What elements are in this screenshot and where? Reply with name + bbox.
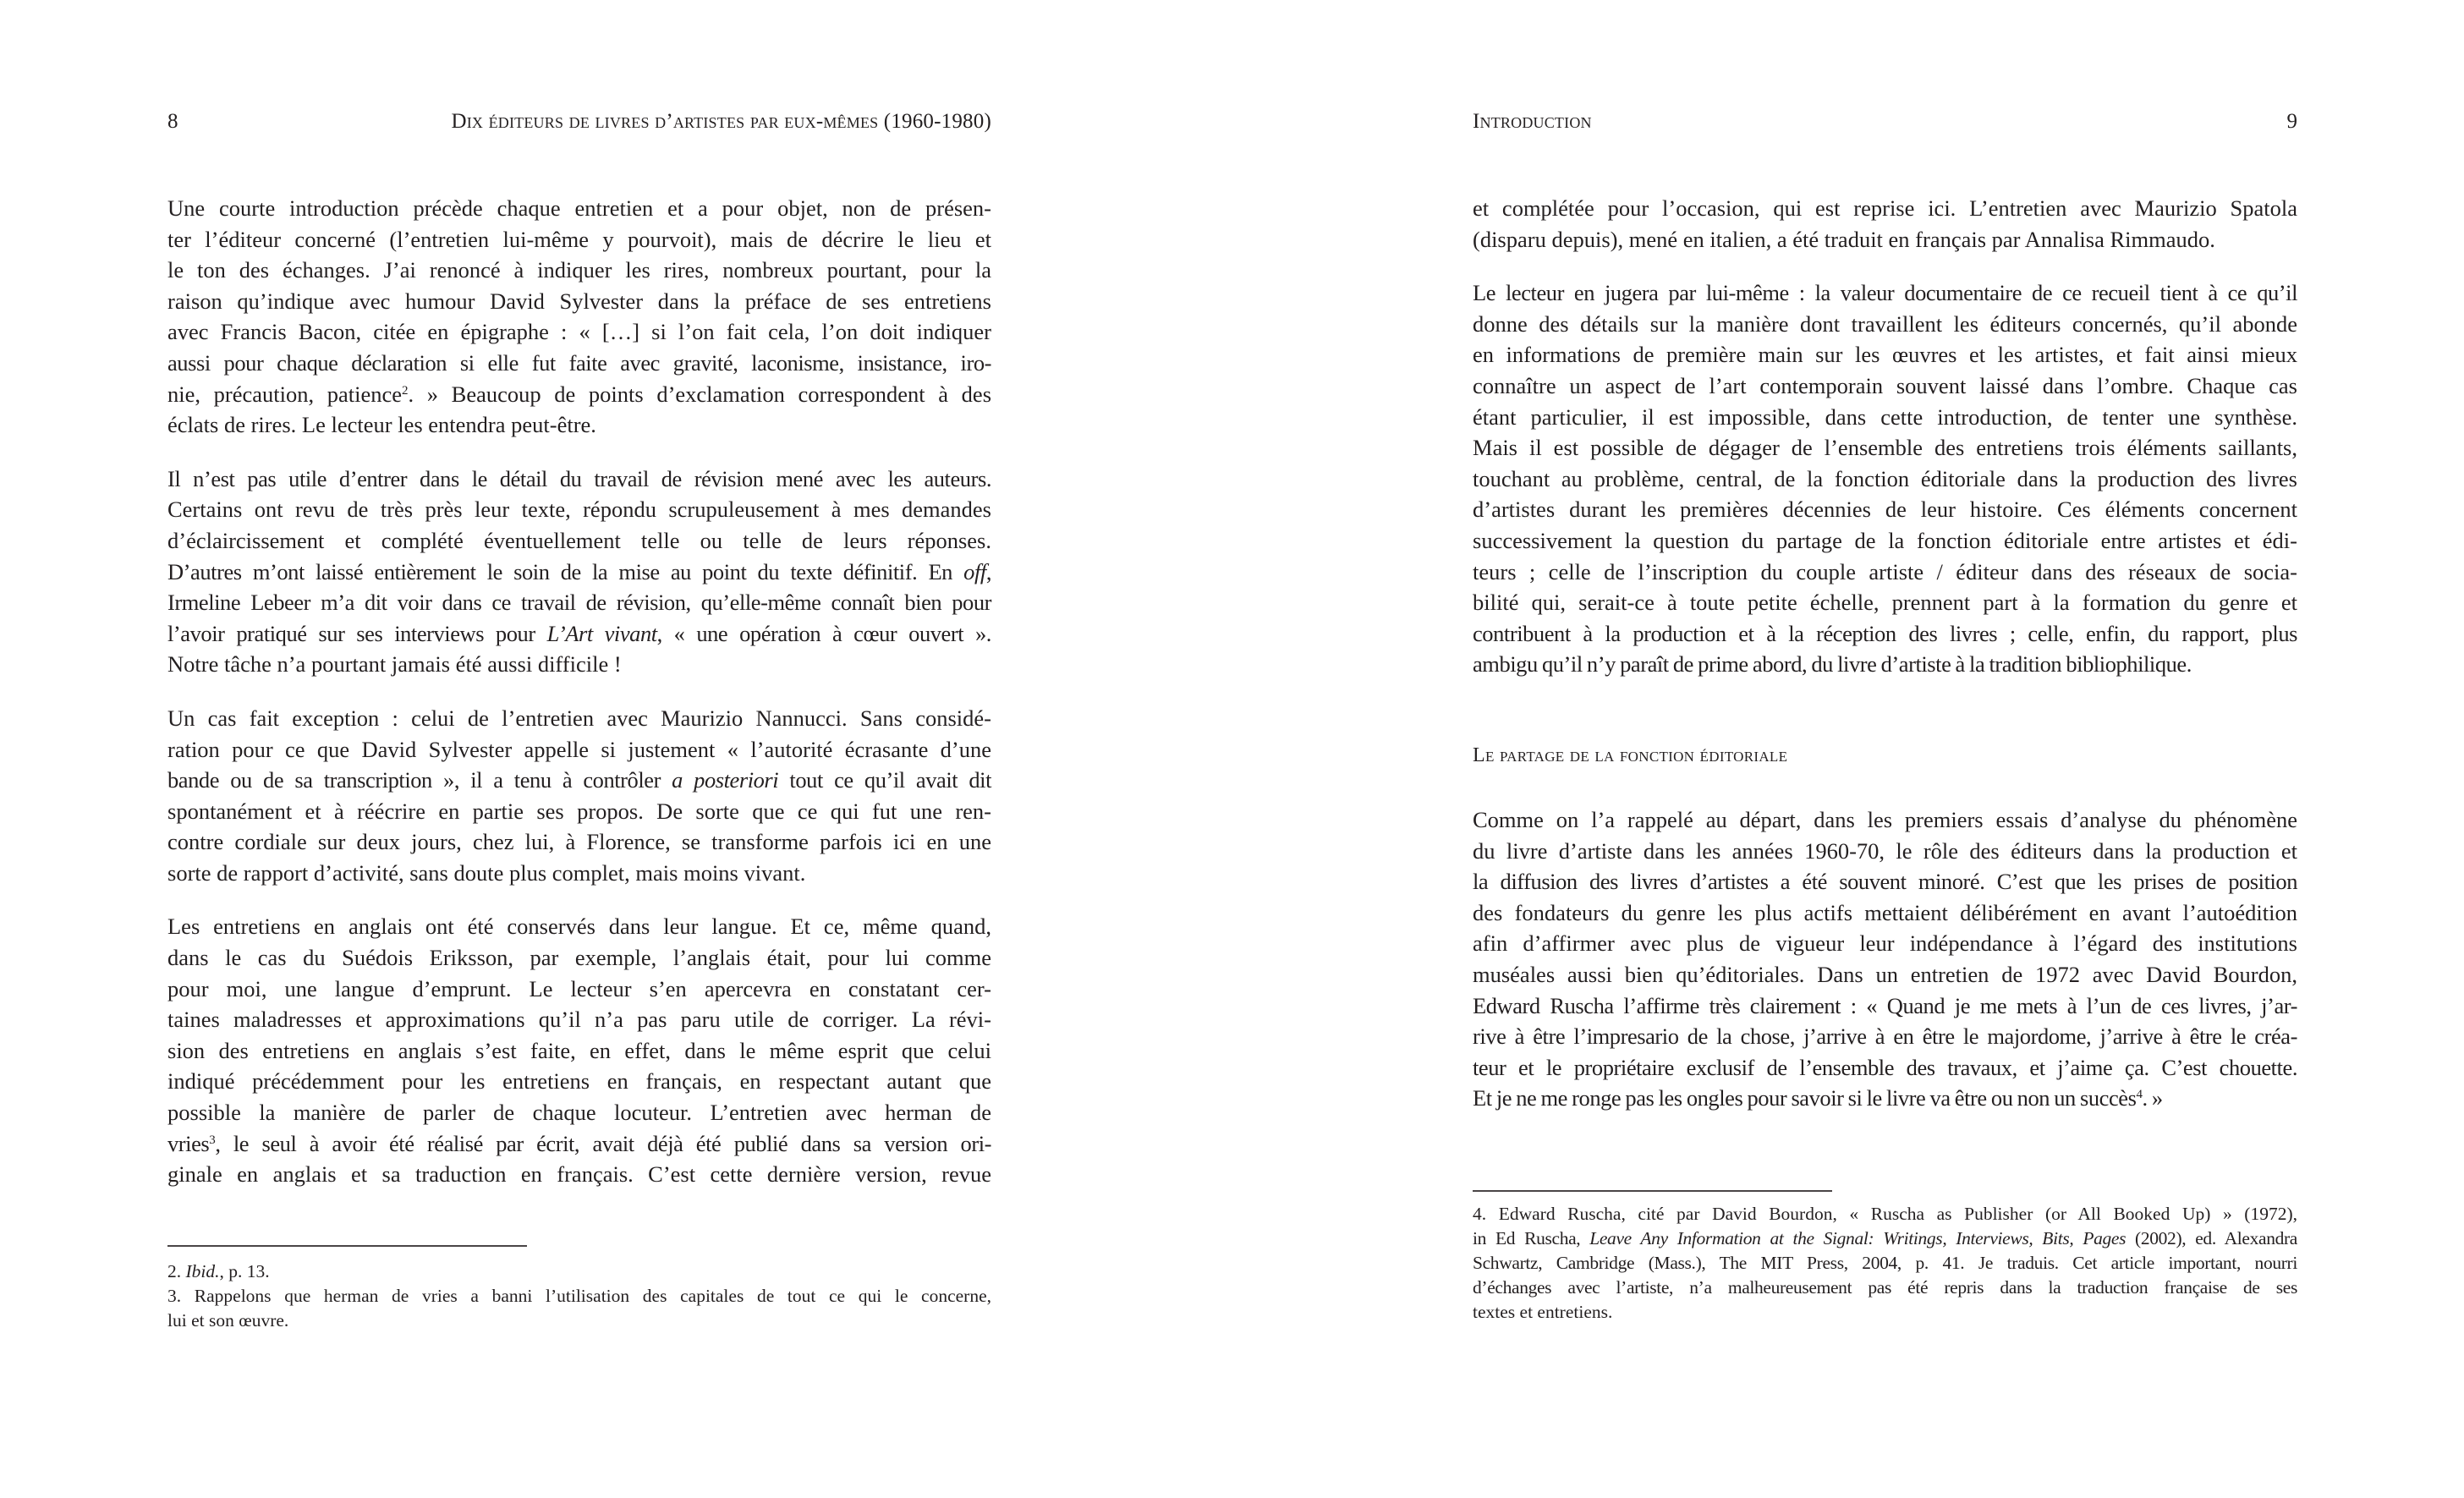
footnotes [1473,1202,2297,1325]
text-line: teurs ; celle de l’inscription du couple artiste / éditeur dans des réseaux de socia- [1473,558,2297,584]
text-line: Une courte introduction précède chaque entretien et a pour objet, non de présen- [167,195,991,221]
footnote-line: in Ed Ruscha, Leave Any Information at the Signal: Writings, Interviews, Bits, Pages (2002), ed. Alexandra [1473,1228,2297,1248]
page-number: 8 [167,110,178,133]
text-line: du livre d’artiste dans les années 1960-70, le rôle des éditeurs dans la production et [1473,837,2297,864]
running-head-left [167,107,991,136]
text-line: d’éclaircissement et complété éventuellement telle ou telle de leurs réponses. [167,527,991,553]
text-line: muséales aussi bien qu’éditoriales. Dans un entretien de 1972 avec David Bourdon, [1473,961,2297,987]
text-line: ration pour ce que David Sylvester appelle si justement « l’autorité écrasante d’une [167,736,991,762]
running-head-right [1473,107,2297,136]
text-line: vries$^3$, le seul à avoir été réalisé par écrit, avait déjà été publié dans sa version ori- [167,1130,991,1156]
text-line: contre cordiale sur deux jours, chez lui, à Florence, se transforme parfois ici en une [167,829,991,855]
text-line: dans le cas du Suédois Eriksson, par exemple, l’anglais était, pour lui comme [167,945,991,971]
page-number: 9 [2286,110,2297,133]
section-heading: Le partage de la fonction éditoriale [1473,744,1788,766]
text-line: possible la manière de parler de chaque locuteur. L’entretien avec herman de [167,1100,991,1126]
text-line: Les entretiens en anglais ont été conservés dans leur langue. Et ce, même quand, [167,914,991,940]
body-text [167,193,991,1213]
text-line: Comme on l’a rappelé au départ, dans les premiers essais d’analyse du phénomène [1473,807,2297,832]
footnotes [167,1259,991,1333]
chapter-title-running-head: Introduction [1473,110,1592,133]
text-line: touchant au problème, central, de la fonction éditoriale dans la production des livres [1473,465,2297,491]
text-line: ginale en anglais et sa traduction en français. C’est cette dernière version, revue [167,1161,991,1188]
footnote-separator [1473,1190,1832,1192]
body-text [1473,804,2297,1137]
text-line: sorte de rapport d’activité, sans doute plus complet, mais moins vivant. [167,859,806,886]
text-line: éclats de rires. Le lecteur les entendra peut-être. [167,412,596,438]
text-line: raison qu’indique avec humour David Sylvester dans la préface de ses entretiens [167,288,991,314]
italic-text: off [963,558,986,584]
footnote [167,1284,991,1333]
text-line: bande ou de sa transcription », il a tenu à contrôler a posteriori tout ce qu’il avait dit [167,767,991,793]
italic-text: L’Art vivant [546,620,657,646]
footnote [167,1259,991,1284]
text-line: taines maladresses et approximations qu’il n’a pas paru utile de corriger. La révi- [167,1007,991,1033]
paragraph [167,464,991,680]
footnote-line: 2. Ibid., p. 13. [167,1261,270,1281]
text-line: sion des entretiens en anglais s’est faite, en effet, dans le même esprit que celui [167,1037,991,1063]
text-line: bilité qui, serait-ce à toute petite échelle, prennent part à la formation du genre et [1473,590,2297,616]
footnote-line: 4. Edward Ruscha, cité par David Bourdon, « Ruscha as Publisher (or All Booked Up) » (1972), [1473,1204,2297,1224]
paragraph [1473,193,2297,255]
footnote-reference[interactable]: 2 [402,383,409,398]
text-line: l’avoir pratiqué sur ses interviews pour L’Art vivant, « une opération à cœur ouvert ». [167,620,991,646]
text-line: rive à être l’impresario de la chose, j’arrive à en être le majordome, j’arrive à être le créa- [1473,1023,2297,1050]
text-line: donne des détails sur la manière dont travaillent les éditeurs concernés, qu’il abonde [1473,310,2297,337]
text-line: d’artistes durant les premières décennies de leur histoire. Ces éléments concernent [1473,497,2297,523]
text-line: afin d’affirmer avec plus de vigueur leur indépendance à l’égard des institutions [1473,930,2297,957]
footnote-separator [167,1245,527,1247]
footnote-line: Schwartz, Cambridge (Mass.), The MIT Press, 2004, p. 41. Je traduis. Cet article important, nourri [1473,1253,2297,1273]
text-line: et complétée pour l’occasion, qui est reprise ici. L’entretien avec Maurizio Spatola [1473,195,2297,221]
text-line: Et je ne me ronge pas les ongles pour savoir si le livre va être ou non un succès$^4$. » [1473,1085,2163,1111]
text-line: spontanément et à réécrire en partie ses propos. De sorte que ce qui fut une ren- [167,798,991,824]
footnote-line: textes et entretiens. [1473,1302,1613,1322]
text-line: Un cas fait exception : celui de l’entretien avec Maurizio Nannucci. Sans considé- [167,705,991,731]
italic-text: Leave Any Information at the Signal: Writings, Interviews, Bits, Pages [1589,1228,2127,1248]
footnote-reference[interactable]: 4 [2136,1088,2143,1102]
italic-text: a posteriori [672,767,779,793]
paragraph [1473,804,2297,1114]
text-line: Edward Ruscha l’affirme très clairement : « Quand je me mets à l’un de ces livres, j’ar- [1473,992,2297,1018]
text-line: des fondateurs du genre les plus actifs mettaient délibérément en avant l’autoédition [1473,899,2297,925]
text-line: (disparu depuis), mené en italien, a été traduit en français par Annalisa Rimmaudo. [1473,226,2215,252]
text-line: ter l’éditeur concerné (l’entretien lui-même y pourvoit), mais de décrire le lieu et [167,226,991,252]
italic-text: Ibid. [185,1261,220,1281]
paragraph [167,703,991,889]
book-title-running-head: Dix éditeurs de livres d’artistes par eux-mêmes (1960-1980) [451,110,991,133]
footnote-line: lui et son œuvre. [167,1310,289,1331]
text-line: ambigu qu’il n’y paraît de prime abord, du livre d’artiste à la tradition bibliophilique. [1473,651,2192,678]
paragraph [1473,277,2297,680]
footnote [1473,1202,2297,1325]
paragraph [167,193,991,441]
body-text [1473,193,2297,703]
text-line: Le lecteur en jugera par lui-même : la valeur documentaire de ce recueil tient à ce qu’il [1473,280,2297,306]
text-line: Irmeline Lebeer m’a dit voir dans ce travail de révision, qu’elle-même connaît bien pour [167,590,991,616]
text-line: connaître un aspect de l’art contemporain souvent laissé dans l’ombre. Chaque cas [1473,372,2297,398]
text-line: en informations de première main sur les œuvres et les artistes, et fait ainsi mieux [1473,342,2297,368]
footnote-line: 3. Rappelons que herman de vries a banni l’utilisation des capitales de tout ce qui le concerne, [167,1286,991,1306]
footnote-line: d’échanges avec l’artiste, n’a malheureusement pas été repris dans la traduction française de ses [1473,1277,2297,1298]
text-line: teur et le propriétaire exclusif de l’ensemble des travaux, et j’aime ça. C’est chouette. [1473,1054,2297,1080]
text-line: successivement la question du partage de la fonction éditoriale entre artistes et édi- [1473,527,2297,553]
text-line: indiqué précédemment pour les entretiens en français, en respectant autant que [167,1068,991,1095]
text-line: Notre tâche n’a pourtant jamais été aussi difficile ! [167,651,622,678]
text-line: Mais il est possible de dégager de l’ensemble des entretiens trois éléments saillants, [1473,435,2297,461]
text-line: le ton des échanges. J’ai renoncé à indiquer les rires, nombreux pourtant, pour la [167,257,991,283]
text-line: nie, précaution, patience$^2$. » Beaucoup de points d’exclamation correspondent à des [167,381,992,407]
text-line: la diffusion des livres d’artistes a été souvent minoré. C’est que les prises de position [1473,869,2297,895]
text-line: D’autres m’ont laissé entièrement le soin de la mise au point du texte définitif. En off, [167,558,991,584]
footnote-reference[interactable]: 3 [209,1133,216,1147]
text-line: Certains ont revu de très près leur texte, répondu scrupuleusement à mes demandes [167,497,991,523]
text-line: contribuent à la production et à la réception des livres ; celle, enfin, du rapport, plus [1473,620,2297,646]
text-line: étant particulier, il est impossible, dans cette introduction, de tenter une synthèse. [1473,403,2297,430]
text-line: avec Francis Bacon, citée en épigraphe : « […] si l’on fait cela, l’on doit indiquer [167,319,991,345]
text-line: aussi pour chaque déclaration si elle fut faite avec gravité, laconisme, insistance, iro- [167,349,991,376]
paragraph [167,911,991,1189]
text-line: Il n’est pas utile d’entrer dans le détail du travail de révision mené avec les auteurs. [167,465,991,491]
text-line: pour moi, une langue d’emprunt. Le lecteur s’en apercevra en constatant cer- [167,975,991,1001]
